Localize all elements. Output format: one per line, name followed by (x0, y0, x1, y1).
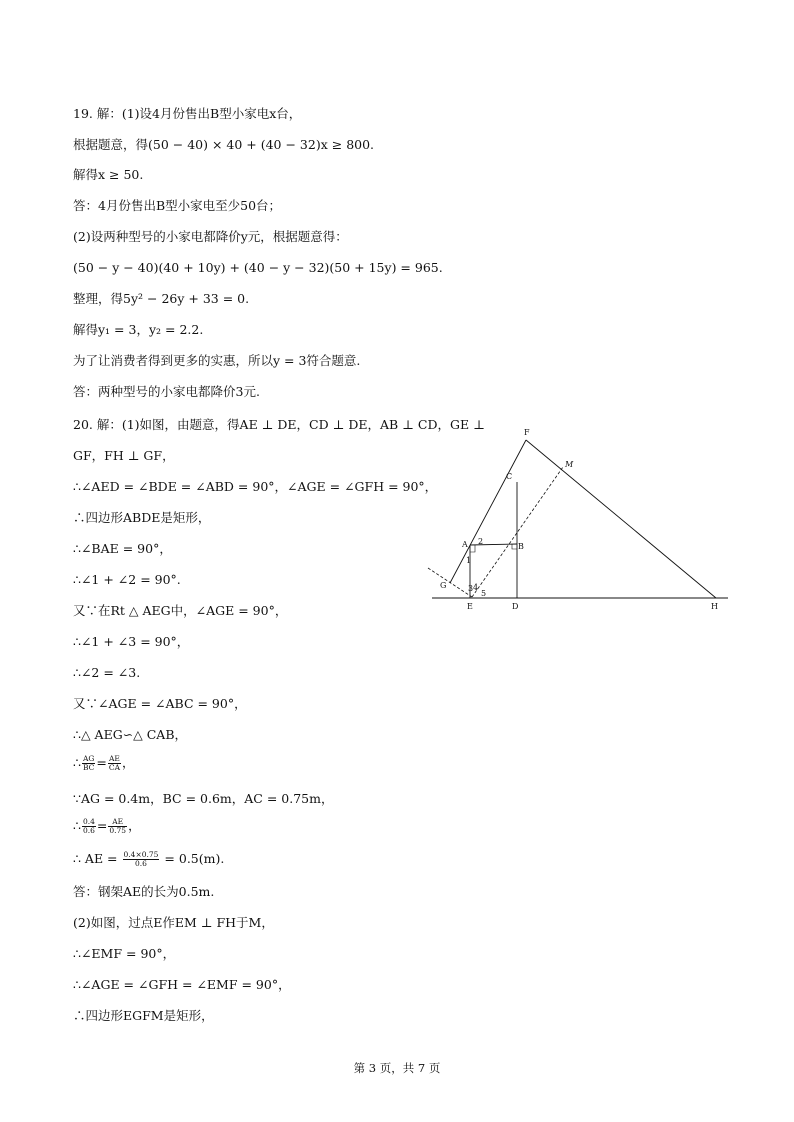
label-a: A (462, 540, 468, 549)
line-ge-dashed (428, 568, 472, 597)
text-line: 解得y₁ = 3，y₂ = 2.2. (73, 322, 204, 337)
label-5: 5 (481, 589, 487, 598)
equals-sign: = (96, 818, 108, 833)
right-angle-mark (512, 544, 517, 549)
text-line: ∴四边形EGFM是矩形， (73, 1008, 214, 1023)
text-line: 为了让消费者得到更多的实惠，所以y = 3符合题意. (73, 353, 361, 368)
text-line: ∴四边形ABDE是矩形， (73, 510, 211, 525)
fraction (82, 818, 96, 835)
text-line: ∴∠1 + ∠2 = 90°. (73, 572, 181, 587)
text-line: ∴∠EMF = 90°， (73, 946, 176, 961)
label-2: 2 (478, 537, 484, 546)
fraction (123, 851, 160, 868)
label-1: 1 (466, 556, 472, 565)
text-line: 19. 解：(1)设4月份售出B型小家电x台， (73, 106, 302, 121)
label-g: G (440, 581, 447, 590)
label-f: F (524, 428, 530, 437)
text-line: ∴△ AEG∽△ CAB， (73, 727, 188, 742)
text-line: ∴∠AED = ∠BDE = ∠ABD = 90°，∠AGE = ∠GFH = 90°， (73, 479, 438, 494)
geometry-figure (428, 428, 733, 615)
label-m: M (565, 460, 574, 469)
denominator: 0.6 (82, 826, 95, 835)
text-line: 20. 解：(1)如图，由题意，得AE ⊥ DE，CD ⊥ DE，AB ⊥ CD，GE ⊥ (73, 417, 485, 432)
equation-result: = 0.5(m). (164, 851, 225, 866)
numerator: 0.4 (82, 817, 95, 826)
denominator: BC (82, 763, 95, 772)
punctuation: ， (122, 755, 135, 770)
punctuation: ， (128, 818, 141, 833)
numerator: AG (82, 754, 95, 763)
fraction (108, 755, 121, 772)
label-d: D (512, 602, 519, 611)
text-line: 答：钢架AE的长为0.5m. (73, 884, 215, 899)
label-h: H (711, 602, 718, 611)
text-line: 根据题意，得(50 − 40) × 40 + (40 − 32)x ≥ 800. (73, 137, 375, 152)
line-em-dashed (472, 467, 563, 597)
label-4: 4 (473, 583, 479, 592)
equals-sign: = (96, 755, 107, 770)
label-3: 3 (468, 584, 474, 593)
therefore-symbol: ∴ (73, 818, 81, 833)
right-angle-mark (470, 545, 475, 552)
text-line: ∴∠BAE = 90°， (73, 541, 172, 556)
denominator: CA (108, 763, 121, 772)
text-line: (2)如图，过点E作EM ⊥ FH于M， (73, 915, 274, 930)
text-line: ∵AG = 0.4m，BC = 0.6m，AC = 0.75m， (73, 791, 334, 806)
text-line: ∴∠AGE = ∠GFH = ∠EMF = 90°， (73, 977, 291, 992)
substitution-equation (73, 818, 141, 835)
denominator: 0.6 (135, 859, 147, 868)
fraction (82, 755, 95, 772)
label-b: B (518, 542, 524, 551)
text-line: 又∵∠AGE = ∠ABC = 90°， (73, 696, 247, 711)
text-line: (50 − y − 40)(40 + 10y) + (40 − y − 32)(50 + 15y) = 965. (73, 260, 443, 275)
text-line: 解得x ≥ 50. (73, 167, 144, 182)
numerator: 0.4×0.75 (123, 850, 159, 859)
text-line: 整理，得5y² − 26y + 33 = 0. (73, 291, 250, 306)
text-line: 又∵在Rt △ AEG中，∠AGE = 90°， (73, 603, 288, 618)
page-footer: 第 3 页，共 7 页 (353, 1061, 441, 1075)
text-line: GF，FH ⊥ GF， (73, 448, 175, 463)
equation-prefix: ∴ AE = (73, 851, 118, 866)
text-line: (2)设两种型号的小家电都降价y元，根据题意得： (73, 229, 348, 244)
label-e: E (467, 602, 473, 611)
text-line: 答：两种型号的小家电都降价3元. (73, 384, 260, 399)
numerator: AE (108, 818, 127, 827)
label-c: C (506, 472, 513, 481)
fraction (108, 818, 127, 835)
text-line: ∴∠1 + ∠3 = 90°， (73, 634, 190, 649)
line-fh (526, 440, 716, 598)
denominator: 0.75 (109, 826, 127, 835)
result-equation (73, 851, 224, 868)
therefore-symbol: ∴ (73, 755, 81, 770)
numerator: AE (108, 754, 120, 763)
proportion-equation (73, 755, 135, 772)
text-line: ∴∠2 = ∠3. (73, 665, 141, 680)
text-line: 答：4月份售出B型小家电至少50台； (73, 198, 282, 213)
line-gf (450, 440, 526, 583)
